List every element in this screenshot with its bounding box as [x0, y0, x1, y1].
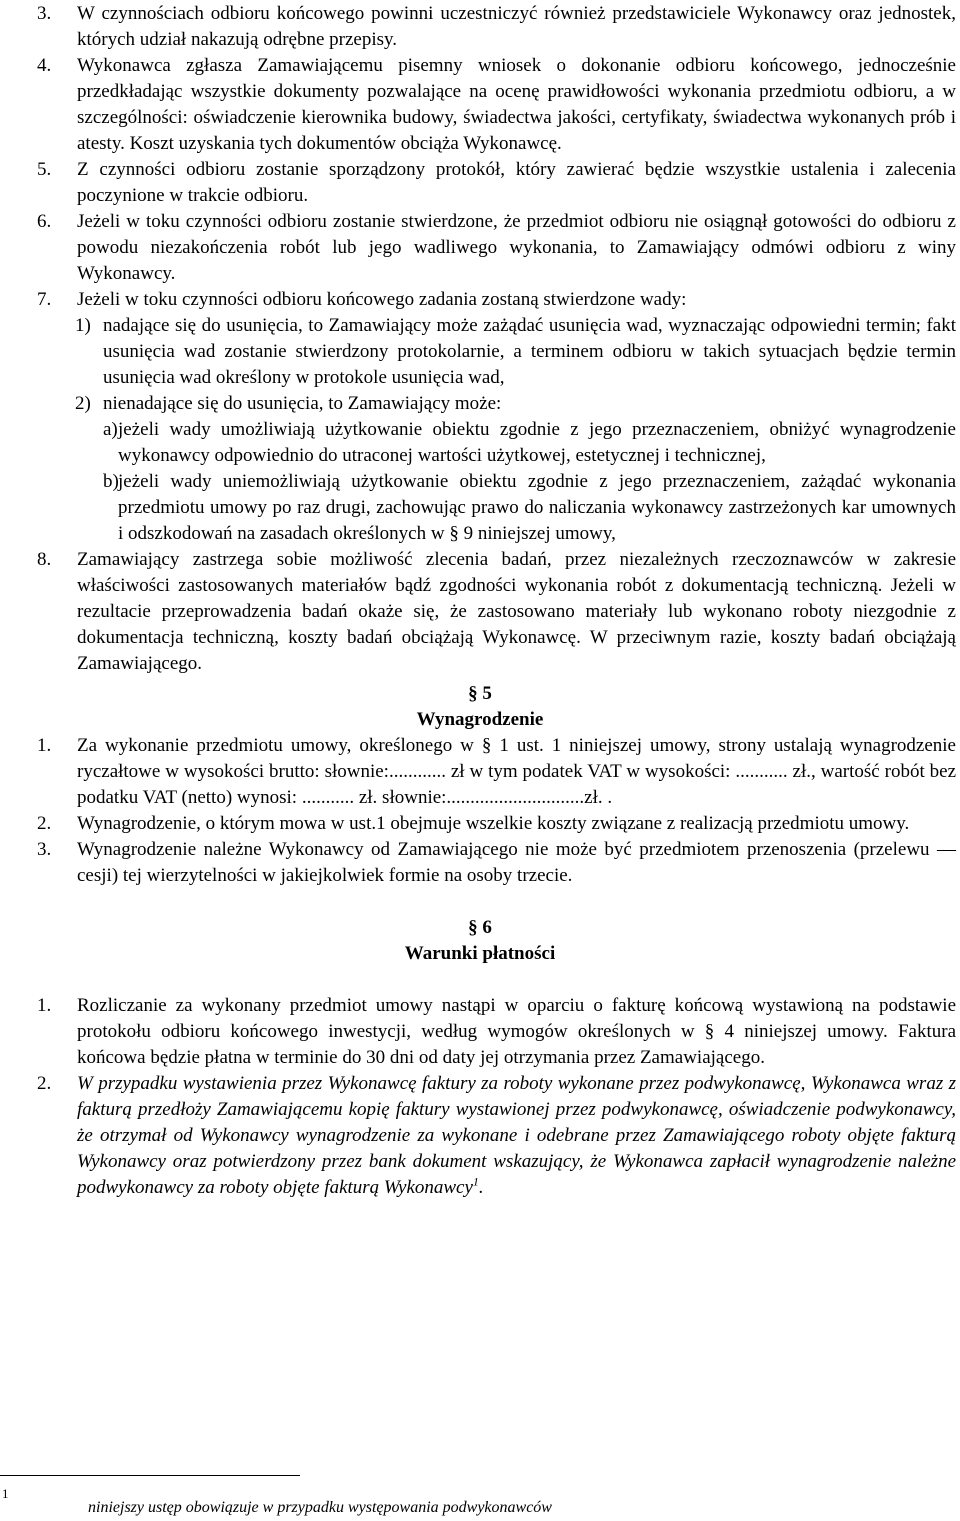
- sub-list-item-text: nienadające się do usunięcia, to Zamawiający może:: [103, 393, 502, 414]
- footnote-divider: [0, 1475, 300, 1476]
- sub-sub-list-item-text: jeżeli wady umożliwiają użytkowanie obiektu zgodnie z jego przeznaczeniem, obniżyć wynagrodzenie wykonawcy odpowiednio do utraconej wartości użytkowej, estetycznej i technicznej,: [118, 419, 956, 466]
- list-item: [37, 733, 956, 811]
- list-item: [37, 811, 956, 837]
- list-item: [37, 1071, 956, 1201]
- list-item-number: 3.: [37, 3, 52, 24]
- footnote-reference[interactable]: 1: [472, 1174, 479, 1189]
- section-title: Warunki płatności: [404, 943, 556, 964]
- sub-list-item-text: nadające się do usunięcia, to Zamawiający może zażądać usunięcia wad, wyznaczając odpowiedni termin; fakt usunięcia wad zostanie stwierdzony protokolarnie, a terminem odbioru w takich sytuacjach będzie termin usunięcia wad określony w protokole usunięcia wad,: [103, 315, 956, 388]
- list-item-text: Rozliczanie za wykonany przedmiot umowy nastąpi w oparciu o fakturę końcową wystawioną na podstawie protokołu odbioru końcowego inwestycji, według wymogów określonych w § 4 niniejszej umowy. Faktura końcowa będzie płatna w terminie do 30 dni od daty jej otrzymania przez Zamawiającego.: [77, 995, 956, 1068]
- list-item: [37, 1, 956, 53]
- list-item-number: 3.: [37, 839, 52, 860]
- list-item-text: Jeżeli w toku czynności odbioru zostanie stwierdzone, że przedmiot odbioru nie osiągnął gotowości do odbioru z powodu niezakończenia robót lub jego wadliwego wykonania, to Zamawiający odmówi odbioru z winy Wykonawcy.: [77, 211, 956, 284]
- list-item-tail: .: [478, 1177, 484, 1198]
- list-item-text: Wynagrodzenie należne Wykonawcy od Zamawiającego nie może być przedmiotem przenoszenia (przelewu — cesji) tej wierzytelności w jakiejkolwiek formie na osoby trzecie.: [77, 839, 956, 886]
- list-item-number: 6.: [37, 211, 52, 232]
- list-item: [37, 157, 956, 209]
- list-item-number: 8.: [37, 549, 52, 570]
- list-item: [37, 53, 956, 157]
- sub-list-item: [75, 313, 956, 391]
- list-item-text: Wynagrodzenie, o którym mowa w ust.1 obejmuje wszelkie koszty związane z realizacją przedmiotu umowy.: [77, 813, 910, 834]
- list-item: [37, 287, 956, 313]
- section-number: § 6: [468, 917, 492, 938]
- list-item: [37, 547, 956, 677]
- sub-list-item-number: 1): [75, 315, 91, 336]
- sub-list-item-number: 2): [75, 393, 91, 414]
- list-item-text: Za wykonanie przedmiotu umowy, określonego w § 1 ust. 1 niniejszej umowy, strony ustalają wynagrodzenie ryczałtowe w wysokości brutto: słownie:............ zł w tym podatek VAT w wysokości: ........... zł., wartość robót bez podatku VAT (netto) wynosi: ........... zł. słownie:.............................zł. .: [77, 735, 956, 808]
- list-item-number: 2.: [37, 813, 52, 834]
- list-item-text: W przypadku wystawienia przez Wykonawcę faktury za roboty wykonane przez podwykonawcę, Wykonawca wraz z fakturą przedłoży Zamawiającemu kopię faktury wystawionej przez podwykonawcę, oświadczenie podwykonawcy, że otrzymał od Wykonawcy wynagrodzenie za wykonane i odebrane przez Zamawiającego roboty objęte fakturą Wykonawcy oraz potwierdzony przez bank dokument wskazujący, że Wykonawca zapłacił wynagrodzenie należne podwykonawcy za roboty objęte fakturą Wykonawcy: [77, 1073, 956, 1198]
- sub-sub-list-item: [103, 417, 956, 469]
- sub-list-item: [75, 391, 956, 417]
- list-item: [37, 837, 956, 889]
- sub-sub-list-item-number: b): [103, 471, 119, 492]
- sub-sub-list-item-text: jeżeli wady uniemożliwiają użytkowanie obiektu zgodnie z jego przeznaczeniem, zażądać wykonania przedmiotu umowy po raz drugi, zachowując prawo do naliczania wykonawcy zastrzeżonych kar umownych i odszkodowań na zasadach określonych w § 9 niniejszej umowy,: [118, 471, 956, 544]
- list-item-number: 5.: [37, 159, 52, 180]
- list-item-number: 2.: [37, 1073, 52, 1094]
- list-item-number: 1.: [37, 995, 52, 1016]
- footnote-text: niniejszy ustęp obowiązuje w przypadku występowania podwykonawców: [88, 1499, 552, 1516]
- list-item: [37, 209, 956, 287]
- list-item-text: Wykonawca zgłasza Zamawiającemu pisemny wniosek o dokonanie odbioru końcowego, jednocześnie przedkładając wszystkie dokumenty pozwalające na ocenę prawidłowości wykonania przedmiotu odbioru, a w szczególności: oświadczenie kierownika budowy, świadectwa jakości, certyfikaty, świadectwa wykonanych prób i atesty. Koszt uzyskania tych dokumentów obciąża Wykonawcę.: [77, 55, 956, 154]
- section-title: Wynagrodzenie: [416, 709, 544, 730]
- list-item: [37, 993, 956, 1071]
- list-item-text: Z czynności odbioru zostanie sporządzony protokół, który zawierać będzie wszystkie ustalenia i zalecenia poczynione w trakcie odbioru.: [77, 159, 956, 206]
- footnote-mark: 1: [2, 1486, 9, 1501]
- sub-sub-list-item: [103, 469, 956, 547]
- section-number: § 5: [468, 683, 492, 704]
- list-item-number: 7.: [37, 289, 52, 310]
- list-item-text: W czynnościach odbioru końcowego powinni uczestniczyć również przedstawiciele Wykonawcy oraz jednostek, których udział nakazują odrębne przepisy.: [77, 3, 956, 50]
- list-item-text: Zamawiający zastrzega sobie możliwość zlecenia badań, przez niezależnych rzeczoznawców w zakresie właściwości zastosowanych materiałów bądź zgodności wykonania robót z dokumentacją techniczną. Jeżeli w rezultacie przeprowadzenia badań okaże się, że zastosowano materiały lub wykonano roboty niezgodnie z dokumentacja techniczną, koszty badań obciążają Wykonawcę. W przeciwnym razie, koszty badań obciążają Zamawiającego.: [77, 549, 956, 674]
- sub-sub-list-item-number: a): [103, 419, 118, 440]
- list-item-number: 4.: [37, 55, 52, 76]
- list-item-text: Jeżeli w toku czynności odbioru końcowego zadania zostaną stwierdzone wady:: [77, 289, 687, 310]
- list-item-number: 1.: [37, 735, 52, 756]
